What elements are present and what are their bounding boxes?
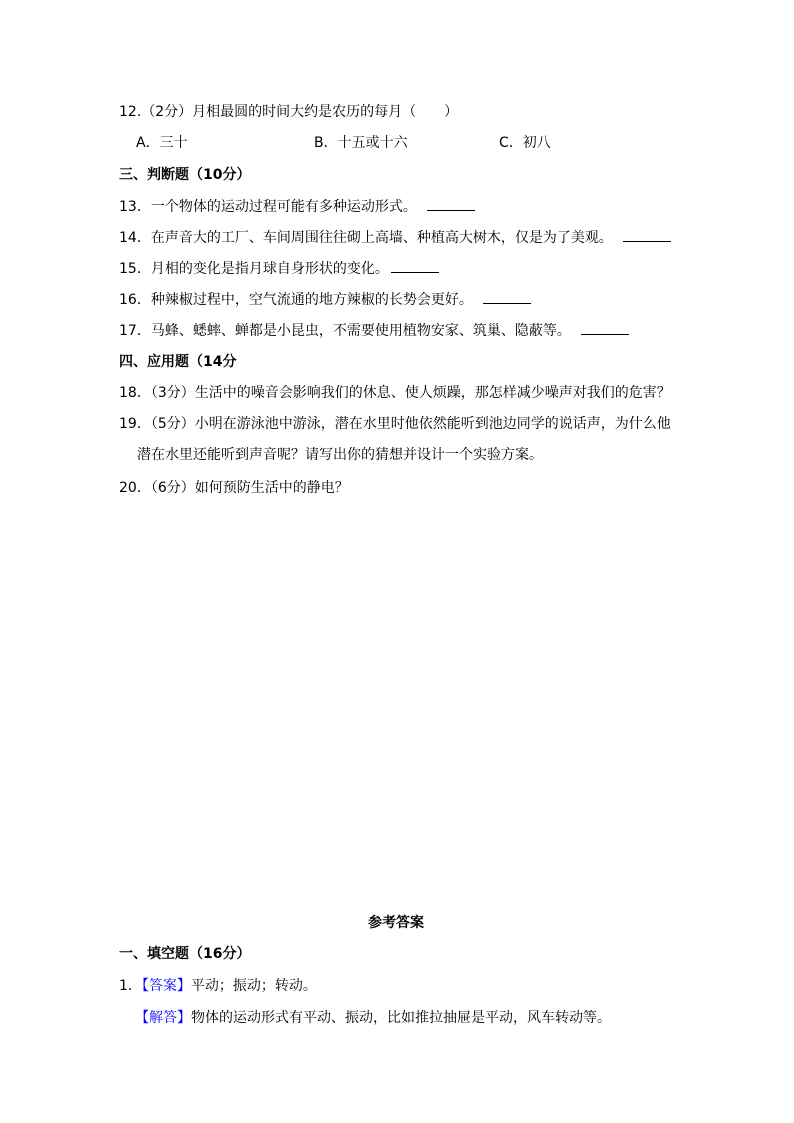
question-17: [119, 322, 629, 340]
answer-blank: [427, 198, 475, 211]
answer-1: [119, 977, 317, 995]
question-19-continued: 潜在水里还能听到声音呢？请写出你的猜想并设计一个实验方案。: [137, 447, 543, 463]
answer-blank: [391, 260, 439, 273]
answer-text: 平动；振动；转动。: [190, 978, 317, 994]
answer-blank: [581, 322, 629, 335]
answer-label: 【答案】: [141, 978, 191, 994]
answer-blank: [483, 291, 531, 304]
option-a: A．三十: [136, 135, 188, 151]
explanation-label: 【解答】: [135, 1010, 191, 1026]
answers-section-fill-in: 一、填空题（16分）: [119, 946, 251, 962]
question-text: 13．一个物体的运动过程可能有多种运动形式。: [119, 199, 417, 215]
question-15: [119, 260, 439, 278]
question-16: [119, 291, 531, 309]
answer-number: 1．: [119, 978, 142, 994]
answers-title: 参考答案: [368, 915, 424, 931]
option-b: B．十五或十六: [314, 135, 408, 151]
question-13: [119, 198, 475, 216]
answer-blank: [623, 229, 671, 242]
question-text: 15．月相的变化是指月球自身形状的变化。: [119, 261, 389, 277]
option-c: C．初八: [499, 135, 551, 151]
question-18: 18．（3分）生活中的噪音会影响我们的休息、使人烦躁，那怎样减少噪声对我们的危害？: [119, 385, 671, 401]
question-20: 20．（6分）如何预防生活中的静电？: [119, 480, 349, 496]
answer-1-explanation: [135, 1009, 611, 1027]
question-text: 14．在声音大的工厂、车间周围往往砌上高墙、种植高大树木，仅是为了美观。: [119, 230, 613, 246]
explanation-text: 物体的运动形式有平动、振动，比如推拉抽屉是平动，风车转动等。: [191, 1010, 611, 1026]
question-12: 12.（2分）月相最圆的时间大约是农历的每月（ ）: [119, 104, 459, 120]
question-19: 19．（5分）小明在游泳池中游泳，潜在水里时他依然能听到池边同学的说话声，为什么他: [119, 416, 671, 432]
question-text: 16．种辣椒过程中，空气流通的地方辣椒的长势会更好。: [119, 292, 473, 308]
section-heading-judgement: 三、判断题（10分）: [119, 167, 251, 183]
question-text: 17．马蜂、蟋蟀、蝉都是小昆虫，不需要使用植物安家、筑巢、隐蔽等。: [119, 323, 571, 339]
section-heading-application: 四、应用题（14分: [119, 354, 237, 370]
question-14: [119, 229, 671, 247]
